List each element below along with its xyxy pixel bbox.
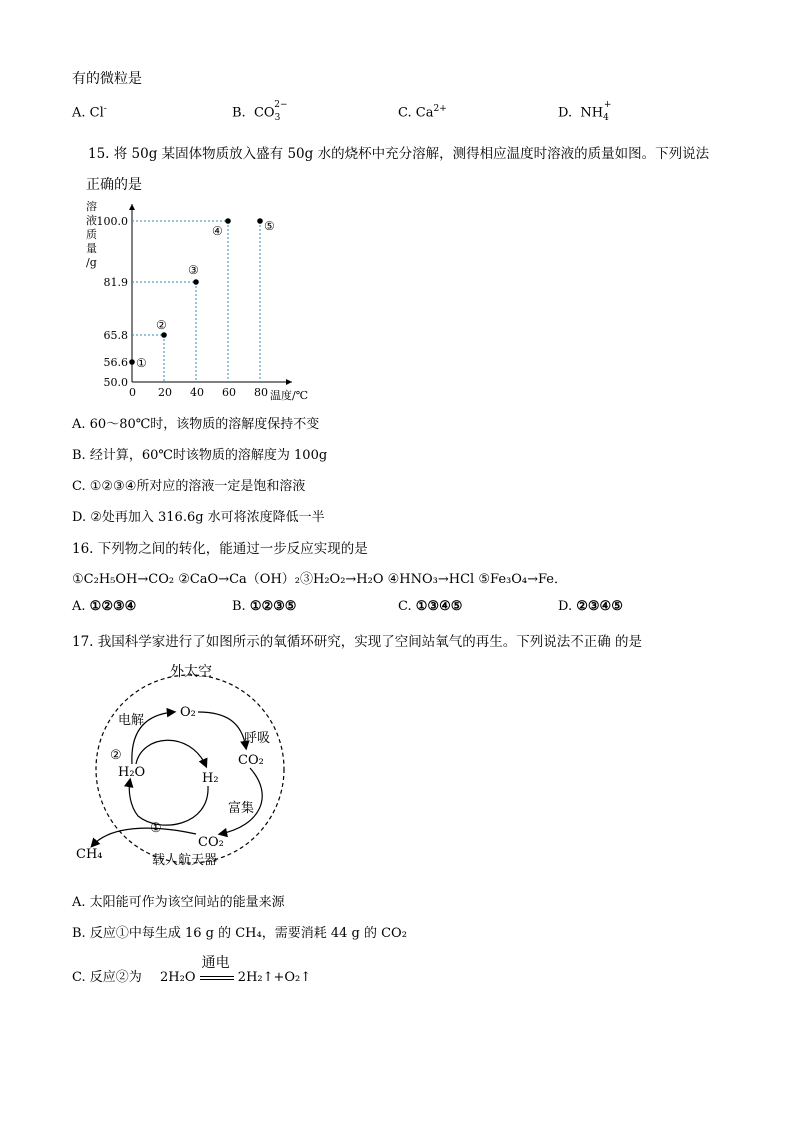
y-axis-label-char: 溶	[86, 200, 97, 213]
q16-option-a: A. ①②③④	[72, 599, 137, 614]
data-point	[193, 279, 199, 285]
x-tick-label: 20	[158, 386, 172, 399]
q16-option-d: D. ②③④⑤	[558, 599, 623, 614]
x-axis-label: 温度/℃	[270, 389, 309, 402]
co2-top-label: CO₂	[238, 753, 264, 768]
q15-stem-line2: 正确的是	[86, 177, 142, 193]
y-axis-label-char: /g	[86, 256, 97, 269]
y-tick-label: 100.0	[96, 215, 128, 228]
data-point-label: ⑤	[264, 219, 275, 233]
q14-option-d: D. $NH_4^+$	[558, 100, 612, 123]
electrolysis-label: 电解	[118, 713, 145, 728]
h2-label: H₂	[202, 771, 219, 786]
x-tick-label: 0	[129, 386, 136, 399]
q14-tail: 有的微粒是	[72, 71, 142, 87]
data-point	[257, 218, 263, 224]
q17-option-a: A. 太阳能可作为该空间站的能量来源	[72, 895, 285, 910]
q17-option-b: B. 反应①中每生成 16 g 的 CH₄，需要消耗 44 g 的 CO₂	[72, 926, 407, 941]
step2-label: ②	[110, 748, 122, 763]
q15-stem-line1: 15. 将 50g 某固体物质放入盛有 50g 水的烧杯中充分溶解，测得相应温度时溶液的质量如图。下列说法	[88, 146, 710, 162]
x-tick-label: 80	[254, 386, 268, 399]
q17-option-c-right: 2H₂↑+O₂↑	[237, 970, 312, 985]
q17-option-c-prefix: C. 反应②为	[72, 970, 142, 985]
q16-reactions: ①C₂H₅OH→CO₂ ②CaO→Ca（OH）₂③H₂O₂→H₂O ④HNO₃→HCl ⑤Fe₃O₄→Fe．	[72, 572, 567, 587]
q16-option-b: B. ①②③⑤	[232, 599, 297, 614]
q15-option-d: D. ②处再加入 316.6g 水可将浓度降低一半	[72, 510, 325, 525]
reaction1-arrow	[92, 828, 196, 846]
q17-stem: 17. 我国科学家进行了如图所示的氧循环研究，实现了空间站氧气的再生。下列说法不正确 的是	[72, 634, 643, 650]
step1-label: ①	[150, 821, 162, 836]
q17-option-c	[72, 954, 312, 986]
respiration-label: 呼吸	[244, 731, 271, 746]
data-point-label: ②	[156, 318, 167, 332]
respiration-arrow	[198, 712, 246, 748]
oxygen-cycle-diagram	[70, 656, 310, 876]
ch4-label: CH₄	[76, 847, 103, 862]
y-tick-label: 81.9	[103, 276, 128, 289]
q16-stem: 16. 下列物之间的转化，能通过一步反应实现的是	[72, 541, 368, 557]
q16-option-c: C. ①③④⑤	[398, 599, 463, 614]
q14-option-b: B. $CO_3^{2-}$	[232, 100, 288, 123]
solubility-chart	[82, 192, 309, 404]
data-point	[225, 218, 231, 224]
reaction-condition: 通电	[200, 970, 234, 986]
q14-option-c: C. $Ca^{2+}$	[398, 104, 447, 121]
y-tick-label: 65.8	[103, 329, 128, 342]
y-axis-label-char: 量	[86, 242, 97, 255]
co2-bottom-label: CO₂	[198, 835, 224, 850]
data-point	[129, 359, 135, 365]
y-axis-arrow	[129, 204, 135, 210]
q14-option-a: A. Cl-	[72, 104, 107, 121]
outer-space-label: 外太空	[170, 664, 212, 680]
q17-option-c-left: 2H₂O	[160, 970, 196, 985]
y-axis-label-char: 质	[86, 228, 97, 241]
y-axis-label-char: 液	[86, 214, 97, 227]
enrichment-label: 富集	[228, 801, 255, 816]
data-point-label: ④	[212, 224, 223, 238]
h2o-label: H₂O	[118, 765, 146, 780]
x-tick-label: 60	[222, 386, 236, 399]
spacecraft-label: 载人航天器	[152, 853, 218, 868]
q15-option-a: A. 60～80℃时，该物质的溶解度保持不变	[72, 417, 320, 432]
q15-option-b: B. 经计算，60℃时该物质的溶解度为 100g	[72, 448, 328, 463]
data-point-label: ③	[188, 263, 199, 277]
data-point	[161, 332, 167, 338]
electrolysis-arrow-h2	[136, 740, 206, 766]
x-tick-label: 40	[190, 386, 204, 399]
y-tick-label: 50.0	[103, 376, 128, 389]
x-axis-arrow	[286, 379, 292, 385]
q15-option-c: C. ①②③④所对应的溶液一定是饱和溶液	[72, 479, 306, 494]
data-point-label: ①	[136, 356, 147, 370]
y-tick-label: 56.6	[103, 356, 128, 369]
h2-to-bottom-arrow	[129, 780, 208, 825]
o2-label: O₂	[180, 705, 196, 720]
